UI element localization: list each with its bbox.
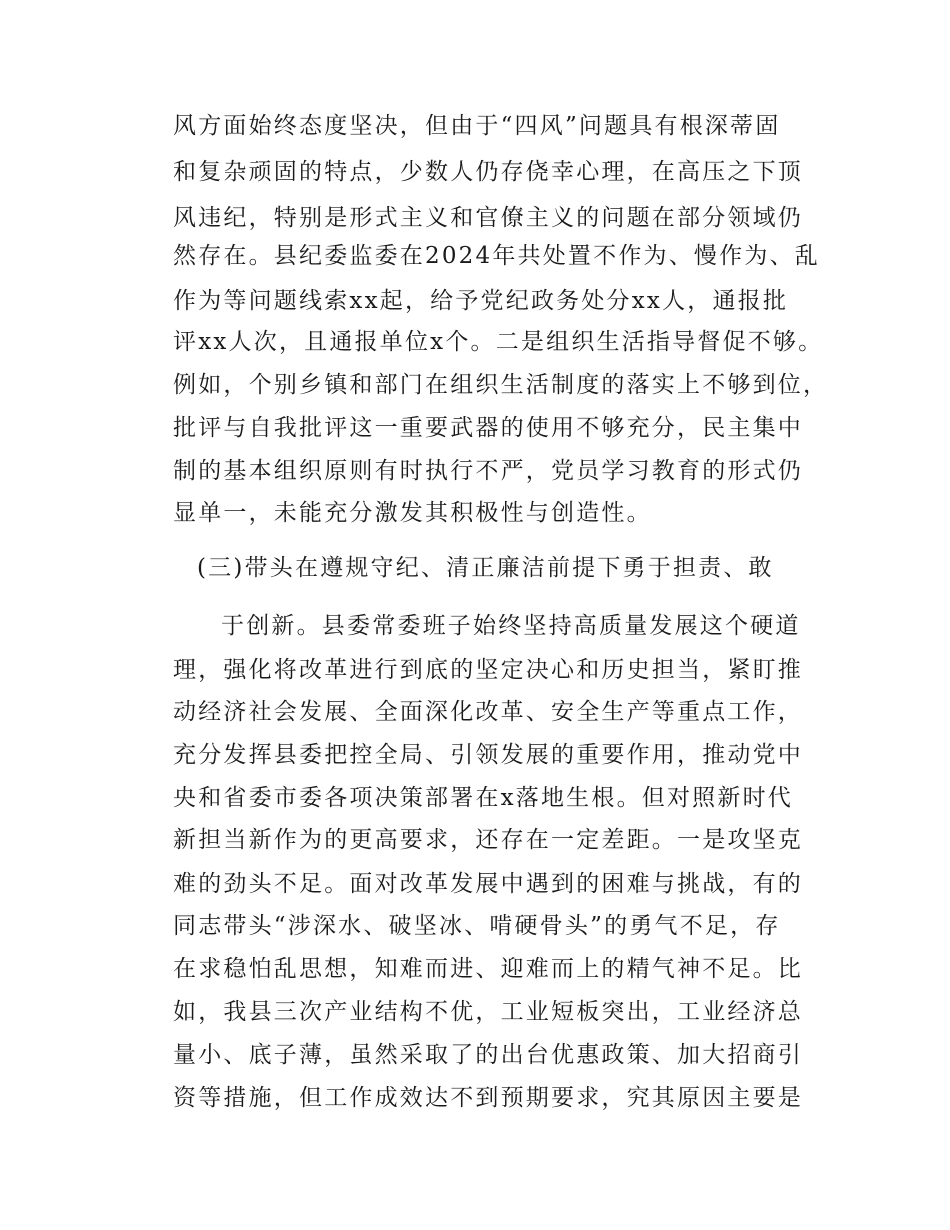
paragraph-line: 理，强化将改革进行到底的坚定决心和历史担当，紧盯推 — [173, 657, 803, 683]
paragraph-line: 作为等问题线索xx起，给予党纪政务处分xx人，通报批 — [173, 288, 789, 314]
paragraph-line: 例如，个别乡镇和部门在组织生活制度的落实上不够到位， — [173, 372, 829, 398]
paragraph-line: 难的劲头不足。面对改革发展中遇到的困难与挑战，有的 — [173, 871, 803, 897]
section-heading: (三)带头在遵规守纪、清正廉洁前提下勇于担责、敢 — [197, 555, 774, 581]
paragraph-line: 于创新。县委常委班子始终坚持高质量发展这个硬道 — [221, 613, 801, 639]
paragraph-line: 新担当新作为的更高要求，还存在一定差距。一是攻坚克 — [173, 827, 803, 853]
paragraph-line: 资等措施，但工作成效达不到预期要求，究其原因主要是 — [173, 1085, 803, 1111]
paragraph-line: 动经济社会发展、全面深化改革、安全生产等重点工作， — [173, 699, 803, 725]
paragraph-line: 风违纪，特别是形式主义和官僚主义的问题在部分领域仍 — [173, 205, 803, 231]
paragraph-line: 在求稳怕乱思想，知难而进、迎难而上的精气神不足。比 — [173, 956, 803, 982]
paragraph-line: 显单一，未能充分激发其积极性与创造性。 — [173, 500, 652, 526]
paragraph-line: 充分发挥县委把控全局、引领发展的重要作用，推动党中 — [173, 742, 803, 768]
paragraph-line: 风方面始终态度坚决，但由于“四风”问题具有根深蒂固 — [173, 113, 781, 139]
paragraph-line: 评xx人次，且通报单位x个。二是组织生活指导督促不够。 — [173, 329, 824, 355]
paragraph-line: 制的基本组织原则有时执行不严，党员学习教育的形式仍 — [173, 458, 803, 484]
paragraph-line: 然存在。县纪委监委在2024年共处置不作为、慢作为、乱 — [173, 243, 820, 269]
paragraph-line: 和复杂顽固的特点，少数人仍存侥幸心理，在高压之下顶 — [173, 159, 803, 185]
paragraph-line: 量小、底子薄，虽然采取了的出台优惠政策、加大招商引 — [173, 1042, 803, 1068]
paragraph-line: 批评与自我批评这一重要武器的使用不够充分，民主集中 — [173, 415, 803, 441]
paragraph-line: 同志带头“涉深水、破坚冰、啃硬骨头”的勇气不足，存 — [173, 913, 781, 939]
paragraph-line: 如，我县三次产业结构不优，工业短板突出，工业经济总 — [173, 999, 803, 1025]
paragraph-line: 央和省委市委各项决策部署在x落地生根。但对照新时代 — [173, 785, 793, 811]
